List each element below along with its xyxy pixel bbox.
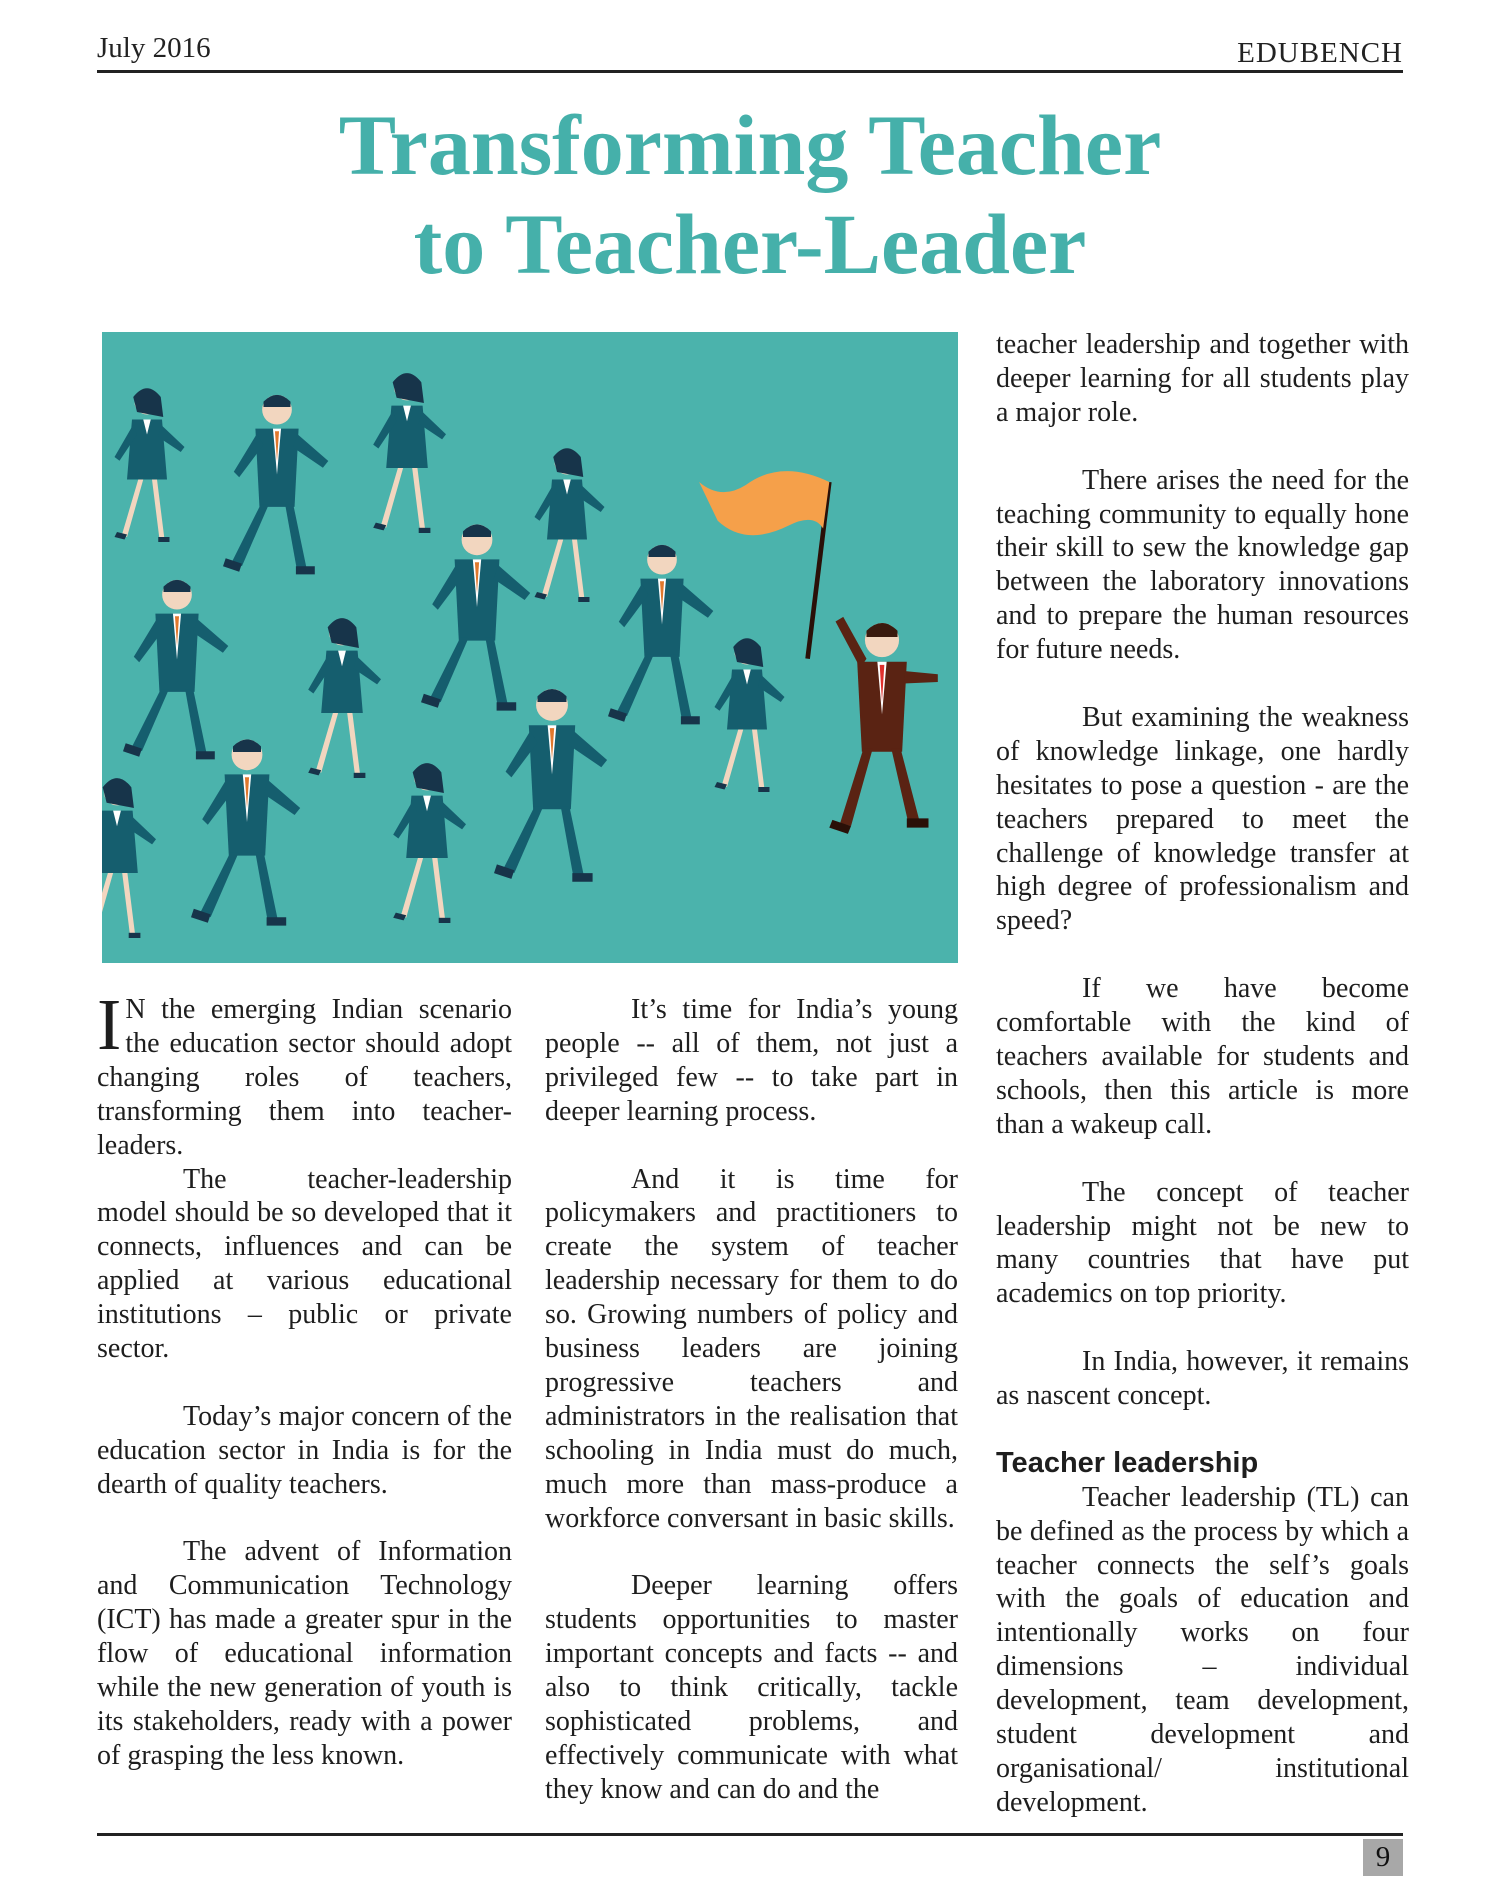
drop-cap: I xyxy=(97,984,122,1065)
title-line-1: Transforming Teacher xyxy=(338,97,1162,193)
col1-paragraph-4: The advent of Information and Communication Technology (ICT) has made a greater spur in the flow of educational information while the new generation of youth is its stakeholders, ready with a power of grasping the less known. xyxy=(97,1536,512,1771)
publication-name: EDUBENCH xyxy=(1237,37,1403,69)
col1-paragraph-1: N the emerging Indian scenario the education sector should adopt changing roles of teachers, transforming them into teacher-leaders. xyxy=(97,994,512,1161)
section-subheading: Teacher leadership xyxy=(996,1446,1259,1479)
col3-paragraph-1: teacher leadership and together with deeper learning for all students play a major role. xyxy=(996,329,1409,428)
col3-paragraph-4: If we have become comfortable with the kind of teachers available for students and schools, then this article is more than a wakeup call. xyxy=(996,973,1409,1140)
col2-paragraph-3: Deeper learning offers students opportunities to master important concepts and facts -- and also to think critically, tackle sophisticated problems, and effectively communicate with what they know and can do and the xyxy=(545,1570,958,1805)
article-title xyxy=(0,96,1500,294)
article-column-1 xyxy=(97,984,512,1773)
illustration-leader-with-flag xyxy=(102,332,958,963)
page-number: 9 xyxy=(1363,1839,1403,1876)
title-line-2: to Teacher-Leader xyxy=(413,196,1087,292)
issue-date: July 2016 xyxy=(97,32,211,64)
col3-paragraph-6: In India, however, it remains as nascent concept. xyxy=(996,1346,1409,1412)
header-rule xyxy=(97,70,1403,73)
article-column-2 xyxy=(545,993,958,1807)
col3-paragraph-7: Teacher leadership (TL) can be defined as the process by which a teacher connects the self’s goals with the goals of education and intentionally works on four dimensions – individual development, team development, student development and organisational/ institutional development. xyxy=(996,1481,1409,1818)
col2-paragraph-1: It’s time for India’s young people -- all of them, not just a privileged few -- to take part in deeper learning process. xyxy=(545,994,958,1127)
col1-paragraph-3: Today’s major concern of the education sector in India is for the dearth of quality teachers. xyxy=(97,1400,512,1500)
article-column-3 xyxy=(996,328,1409,1820)
col2-paragraph-2: And it is time for policymakers and practitioners to create the system of teacher leadership necessary for them to do so. Growing numbers of policy and business leaders are joining progressive teachers and administrators in the realisation that schooling in India must do much, much more than mass-produce a workforce conversant in basic skills. xyxy=(545,1163,958,1534)
footer-rule xyxy=(97,1833,1403,1836)
col3-paragraph-3: But examining the weakness of knowledge linkage, one hardly hesitates to pose a question - are the teachers prepared to meet the challenge of knowledge transfer at high degree of professionalism and speed? xyxy=(996,701,1409,937)
col3-paragraph-2: There arises the need for the teaching community to equally hone their skill to sew the knowledge gap between the laboratory innovations and to prepare the human resources for future needs. xyxy=(996,464,1409,666)
col1-paragraph-2: The teacher-leadership model should be so developed that it connects, influences and can be applied at various educational institutions – public or private sector. xyxy=(97,1163,512,1365)
col3-paragraph-5: The concept of teacher leadership might not be new to many countries that have put academics on top priority. xyxy=(996,1176,1409,1310)
